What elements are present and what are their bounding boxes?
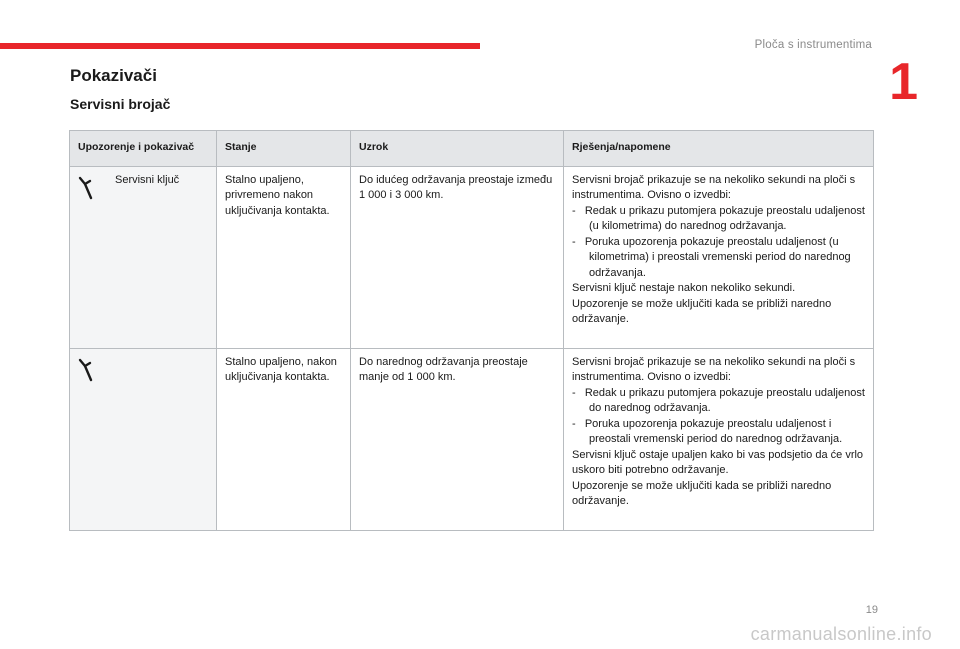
chapter-number: 1	[889, 53, 918, 111]
notes-bullet: - Poruka upozorenja pokazuje preostalu udaljenost i preostali vremenski period do narednog održavanja.	[572, 417, 843, 445]
page-title: Pokazivači	[70, 66, 157, 85]
indicator-name	[111, 348, 217, 530]
icon-cell	[70, 166, 112, 348]
indicator-name: Servisni ključ	[111, 166, 217, 348]
header-upozorenje: Upozorenje i pokazivač	[70, 131, 217, 167]
section-subtitle: Servisni brojač	[70, 96, 171, 112]
notes-after: Servisni ključ ostaje upaljen kako bi vas podsjetio da će vrlo uskoro biti potrebno održavanje.	[572, 448, 864, 476]
notes-bullet: - Redak u prikazu putomjera pokazuje preostalu udaljenost do narednog održavanja.	[572, 386, 865, 414]
indicator-table	[69, 130, 874, 531]
notes-cell	[564, 348, 874, 530]
notes-intro: Servisni brojač prikazuje se na nekoliko sekundi na ploči s instrumentima. Ovisno o izvedbi:	[572, 173, 856, 201]
wrench-icon	[76, 175, 98, 201]
wrench-icon	[76, 357, 98, 383]
page-number: 19	[865, 604, 878, 616]
stanje-cell: Stalno upaljeno, nakon uključivanja kontakta.	[217, 348, 351, 530]
header-accent-bar	[0, 43, 480, 49]
icon-cell	[70, 348, 112, 530]
header-uzrok: Uzrok	[351, 131, 564, 167]
notes-after: Upozorenje se može uključiti kada se približi naredno održavanje.	[572, 297, 832, 325]
watermark: carmanualsonline.info	[750, 624, 932, 644]
notes-after: Upozorenje se može uključiti kada se približi naredno održavanje.	[572, 479, 832, 507]
header-rjesenja: Rješenja/napomene	[564, 131, 874, 167]
notes-after: Servisni ključ nestaje nakon nekoliko sekundi.	[572, 282, 796, 294]
uzrok-cell: Do idućeg održavanja preostaje između 1 000 i 3 000 km.	[351, 166, 564, 348]
header-stanje: Stanje	[217, 131, 351, 167]
uzrok-cell: Do narednog održavanja preostaje manje od 1 000 km.	[351, 348, 564, 530]
notes-bullet: - Redak u prikazu putomjera pokazuje preostalu udaljenost (u kilometrima) do narednog održavanja.	[572, 204, 865, 232]
stanje-cell: Stalno upaljeno, privremeno nakon uključivanja kontakta.	[217, 166, 351, 348]
table-row	[70, 348, 874, 530]
notes-bullet: - Poruka upozorenja pokazuje preostalu udaljenost (u kilometrima) i preostali vremenski period do narednog održavanja.	[572, 235, 851, 279]
table-header-row	[70, 131, 874, 167]
table-row	[70, 166, 874, 348]
notes-intro: Servisni brojač prikazuje se na nekoliko sekundi na ploči s instrumentima. Ovisno o izvedbi:	[572, 355, 856, 383]
notes-cell	[564, 166, 874, 348]
chapter-title: Ploča s instrumentima	[754, 39, 872, 51]
